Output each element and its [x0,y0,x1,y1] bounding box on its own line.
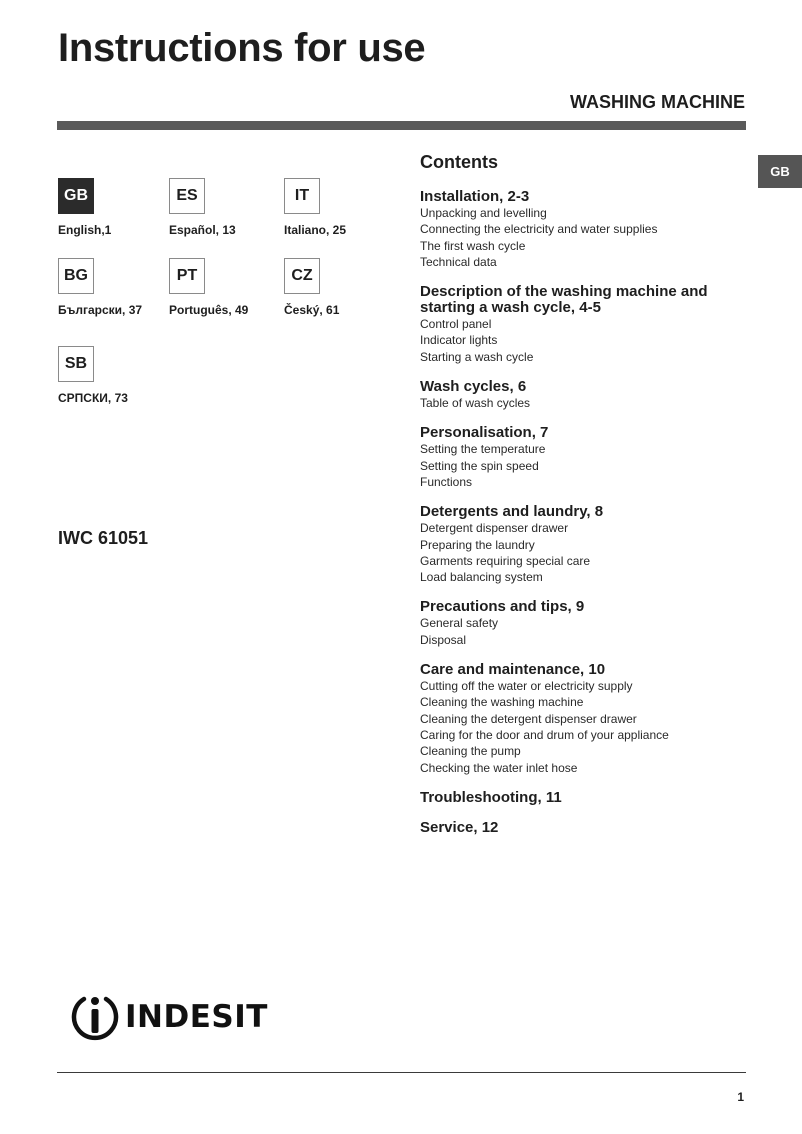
toc-section-title[interactable]: Troubleshooting, 11 [420,788,562,806]
brand-logo [70,992,268,1042]
toc-item[interactable]: General safety [420,616,499,631]
toc-item[interactable]: Garments requiring special care [420,553,591,568]
toc-section-title[interactable]: Installation, 2-3 [420,188,530,205]
toc-item[interactable]: Indicator lights [420,333,498,348]
toc-item[interactable]: Checking the water inlet hose [420,760,578,775]
toc-section-title[interactable]: Care and maintenance, 10 [420,661,606,679]
toc-section [420,662,750,776]
toc-item[interactable]: Cleaning the pump [420,744,521,759]
language-label: Português, 49 [169,303,249,317]
language-entry-gb[interactable] [58,178,168,237]
language-entry-it[interactable] [284,178,394,237]
contents-heading: Contents [420,152,498,172]
language-entry-pt[interactable] [169,258,279,317]
toc-item[interactable]: Disposal [420,632,467,647]
toc-section [420,425,750,490]
language-label: Български, 37 [58,303,143,317]
toc-item[interactable]: Starting a wash cycle [420,349,534,364]
toc-section [420,379,750,411]
header-divider [57,121,746,130]
product-type: WASHING MACHINE [570,92,745,112]
toc-section-title[interactable]: Wash cycles, 6 [420,378,527,396]
language-entry-cz[interactable] [284,258,394,317]
toc-item[interactable]: Cutting off the water or electricity supply [420,679,633,694]
toc-item[interactable]: Cleaning the detergent dispenser drawer [420,711,637,726]
model-number: IWC 61051 [58,528,149,548]
footer-divider [57,1072,746,1073]
toc-section [420,504,750,585]
toc-item[interactable]: Preparing the laundry [420,537,535,552]
page-number: 1 [737,1090,744,1104]
language-code: GB [58,178,94,214]
page-title: Instructions for use [58,26,426,70]
toc-section-title[interactable]: Precautions and tips, 9 [420,598,585,616]
language-code: BG [58,258,94,294]
toc-section-title[interactable]: Service, 12 [420,818,499,836]
language-entry-bg[interactable] [58,258,168,317]
language-label: Español, 13 [169,223,236,237]
toc-section [420,599,750,648]
toc-section [420,820,750,836]
toc-item[interactable]: Functions [420,474,473,489]
language-code: SB [58,346,94,382]
toc-item[interactable]: Connecting the electricity and water supplies [420,222,658,237]
toc-section [420,790,750,806]
toc-item[interactable]: Technical data [420,254,497,269]
table-of-contents [420,152,750,850]
brand-name: INDESIT [125,999,268,1035]
toc-item[interactable]: Control panel [420,317,492,332]
toc-item[interactable]: Cleaning the washing machine [420,695,584,710]
language-code: CZ [284,258,320,294]
contents-sections [420,189,750,836]
toc-section-title[interactable]: Description of the washing machine and starting a wash cycle, 4-5 [420,283,708,317]
toc-item[interactable]: Caring for the door and drum of your appliance [420,727,669,742]
language-code: IT [284,178,320,214]
toc-section-title[interactable]: Personalisation, 7 [420,424,549,442]
language-side-tab: GB [758,155,802,188]
language-code: ES [169,178,205,214]
language-label: English,1 [58,223,112,237]
language-entry-sb[interactable] [58,346,168,405]
language-label: Italiano, 25 [284,223,347,237]
toc-item[interactable]: Table of wash cycles [420,396,531,411]
toc-item[interactable]: Detergent dispenser drawer [420,521,569,536]
toc-item[interactable]: Unpacking and levelling [420,206,547,220]
toc-item[interactable]: Setting the temperature [420,442,546,457]
toc-item[interactable]: Setting the spin speed [420,458,539,473]
language-label: Český, 61 [284,303,340,317]
toc-section [420,284,750,365]
language-label: СРПСКИ, 73 [58,391,128,405]
language-code: PT [169,258,205,294]
toc-item[interactable]: The first wash cycle [420,238,526,253]
toc-item[interactable]: Load balancing system [420,570,543,585]
indesit-logo-icon [70,992,120,1042]
toc-section [420,189,750,270]
language-entry-es[interactable] [169,178,279,237]
toc-section-title[interactable]: Detergents and laundry, 8 [420,503,604,521]
